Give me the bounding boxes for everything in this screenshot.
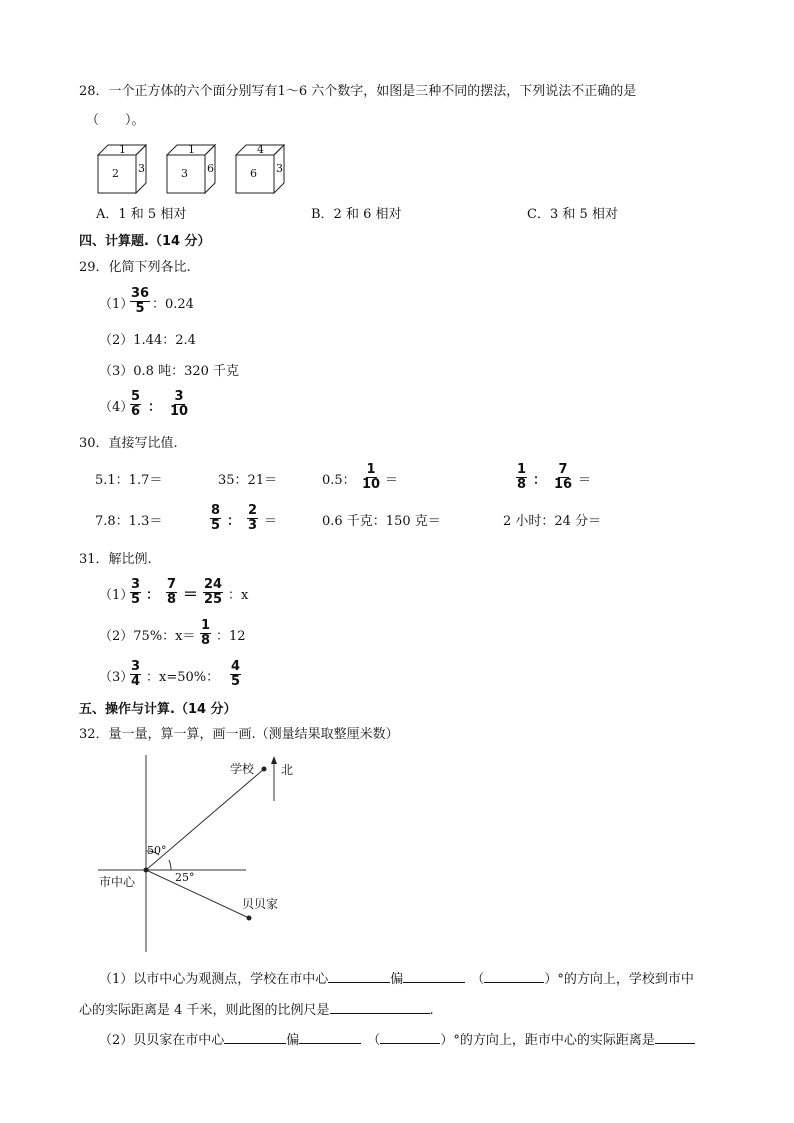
q32-stem: 32．量一量，算一算，画一画.（测量结果取整厘米数） (79, 727, 399, 742)
q29-stem: 29．化简下列各比. (79, 260, 191, 275)
q32-p1-text-d: ）°的方向上，学校到市中 (544, 972, 694, 987)
frac-den: 3 (248, 518, 258, 533)
frac-num: 3 (174, 389, 184, 404)
q31-2-rest: ：12 (216, 629, 246, 644)
q29-1-label: （1） (99, 297, 134, 312)
q31-3-mid: ：x=50%： (146, 670, 220, 685)
frac-den: 8 (201, 633, 211, 648)
section4-heading: 四、计算题.（14 分） (79, 234, 211, 249)
frac-num: 3 (131, 659, 141, 674)
q30-h: 2 小时：24 分＝ (503, 514, 602, 529)
frac-num: 2 (248, 503, 258, 518)
q32-p1-text-f: . (429, 1003, 434, 1018)
frac-num: 1 (201, 618, 211, 633)
frac-num: 3 (131, 577, 141, 592)
q31-1-colon: ： (146, 588, 160, 603)
section5-heading: 五、操作与计算.（14 分） (79, 702, 237, 717)
q32-p1-blank-1[interactable] (328, 969, 390, 983)
cube3-top: 4 (257, 143, 264, 156)
q31-2-label: （2）75%：x＝ (99, 629, 196, 644)
frac-den: 10 (170, 404, 189, 419)
q30-f-colon: ： (227, 514, 241, 529)
frac-den: 8 (167, 592, 177, 607)
q32-p1-blank-4[interactable] (330, 1000, 430, 1014)
q31-3-frac-a (130, 660, 141, 689)
q32-p2-text-a: （2）贝贝家在市中心 (99, 1033, 225, 1048)
q30-stem: 30．直接写比值. (79, 436, 178, 451)
frac-num: 1 (517, 462, 527, 477)
q32-part1-line2 (79, 1000, 434, 1019)
frac-num: 5 (131, 389, 141, 404)
q31-stem: 31．解比例. (79, 552, 152, 567)
cube2-side: 6 (207, 162, 214, 175)
cube3-front: 6 (250, 167, 257, 180)
q32-p1-blank-2[interactable] (403, 969, 465, 983)
q28-option-a: A．1 和 5 相对 (96, 207, 187, 222)
q32-p2-text-d: ）°的方向上，距市中心的实际距离是 (440, 1033, 655, 1048)
q30-c-eq: ＝ (385, 473, 399, 488)
q32-p2-blank-4[interactable] (655, 1030, 695, 1044)
cube3-side: 3 (276, 162, 283, 175)
q31-3-label: （3） (99, 670, 134, 685)
q32-p2-blank-3[interactable] (380, 1030, 440, 1044)
q31-1-eq: ＝ (183, 585, 199, 603)
q29-4-frac-a (130, 390, 141, 419)
q29-1-rest: ：0.24 (152, 297, 194, 312)
q31-1-rest: ：x (228, 588, 249, 603)
q28-answer-paren: （ ）。 (86, 113, 145, 128)
q32-p2-blank-1[interactable] (224, 1030, 286, 1044)
frac-den: 10 (362, 477, 381, 492)
frac-den: 5 (231, 674, 241, 689)
q30-a: 5.1：1.7＝ (95, 473, 163, 488)
q30-e: 7.8：1.3＝ (95, 514, 163, 529)
q32-p1-text-a: （1）以市中心为观测点，学校在市中心 (99, 972, 329, 987)
q28-stem: 28．一个正方体的六个面分别写有1～6 六个数字，如图是三种不同的摆法，下列说法不正确的是 (79, 84, 637, 99)
frac-num: 7 (558, 462, 568, 477)
map-angle-25: 25° (175, 871, 195, 884)
q29-4-frac-b (169, 390, 189, 419)
q29-2: （2）1.44：2.4 (99, 333, 196, 348)
q29-3: （3）0.8 吨：320 千克 (99, 364, 240, 379)
q30-f-eq: ＝ (264, 514, 278, 529)
frac-num: 1 (366, 462, 376, 477)
q30-d-frac-a (516, 463, 527, 492)
map-center-label: 市中心 (99, 875, 136, 889)
q29-1-fraction (130, 287, 150, 316)
q31-1-label: （1） (99, 588, 134, 603)
q29-4-label: （4） (99, 400, 134, 415)
frac-den: 4 (131, 674, 141, 689)
q31-1-frac-a (130, 578, 141, 607)
frac-num: 36 (131, 286, 150, 301)
frac-den: 16 (554, 477, 573, 492)
q32-p1-text-b: 偏 (390, 972, 404, 987)
q30-f-frac-b (247, 504, 258, 533)
direction-map (96, 755, 296, 955)
frac-den: 5 (135, 301, 145, 316)
frac-den: 5 (131, 592, 141, 607)
q32-p2-text-c: （ (367, 1033, 381, 1048)
q31-3-frac-b (230, 660, 241, 689)
frac-num: 4 (231, 659, 241, 674)
frac-num: 24 (204, 577, 223, 592)
q32-p2-text-b: 偏 (286, 1033, 300, 1048)
q32-p1-blank-3[interactable] (484, 969, 544, 983)
cube1-top: 1 (119, 143, 126, 156)
q30-c-frac (361, 463, 381, 492)
q30-d-frac-b (553, 463, 573, 492)
map-home-label: 贝贝家 (242, 897, 279, 911)
q32-part2-line1 (99, 1030, 695, 1049)
q30-b: 35：21＝ (218, 473, 278, 488)
frac-den: 25 (204, 592, 223, 607)
q31-1-frac-b (166, 578, 177, 607)
q32-p1-text-e: 心的实际距离是 4 千米，则此图的比例尺是 (79, 1003, 330, 1018)
frac-den: 6 (131, 404, 141, 419)
q29-4-colon: ： (148, 400, 162, 415)
map-north-label: 北 (281, 763, 294, 777)
cube1-side: 3 (138, 162, 145, 175)
q32-p1-text-c: （ (471, 972, 485, 987)
q32-p2-blank-2[interactable] (299, 1030, 361, 1044)
q28-option-c: C．3 和 5 相对 (527, 207, 618, 222)
q32-part1-line1 (99, 969, 694, 988)
q28-option-b: B．2 和 6 相对 (311, 207, 402, 222)
q31-1-frac-c (203, 578, 223, 607)
q30-f-frac-a (210, 504, 221, 533)
frac-num: 8 (211, 503, 221, 518)
q30-d-colon: ： (533, 473, 547, 488)
cube2-top: 1 (188, 143, 195, 156)
cube2-front: 3 (181, 167, 188, 180)
map-angle-50: 50° (147, 844, 167, 857)
q30-d-eq: ＝ (578, 473, 592, 488)
frac-den: 8 (517, 477, 527, 492)
q31-2-frac (200, 619, 211, 648)
q30-g: 0.6 千克：150 克＝ (322, 514, 441, 529)
map-school-label: 学校 (230, 762, 255, 776)
q30-c-left: 0.5： (322, 473, 356, 488)
frac-den: 5 (211, 518, 221, 533)
cube1-front: 2 (112, 167, 119, 180)
frac-num: 7 (167, 577, 177, 592)
